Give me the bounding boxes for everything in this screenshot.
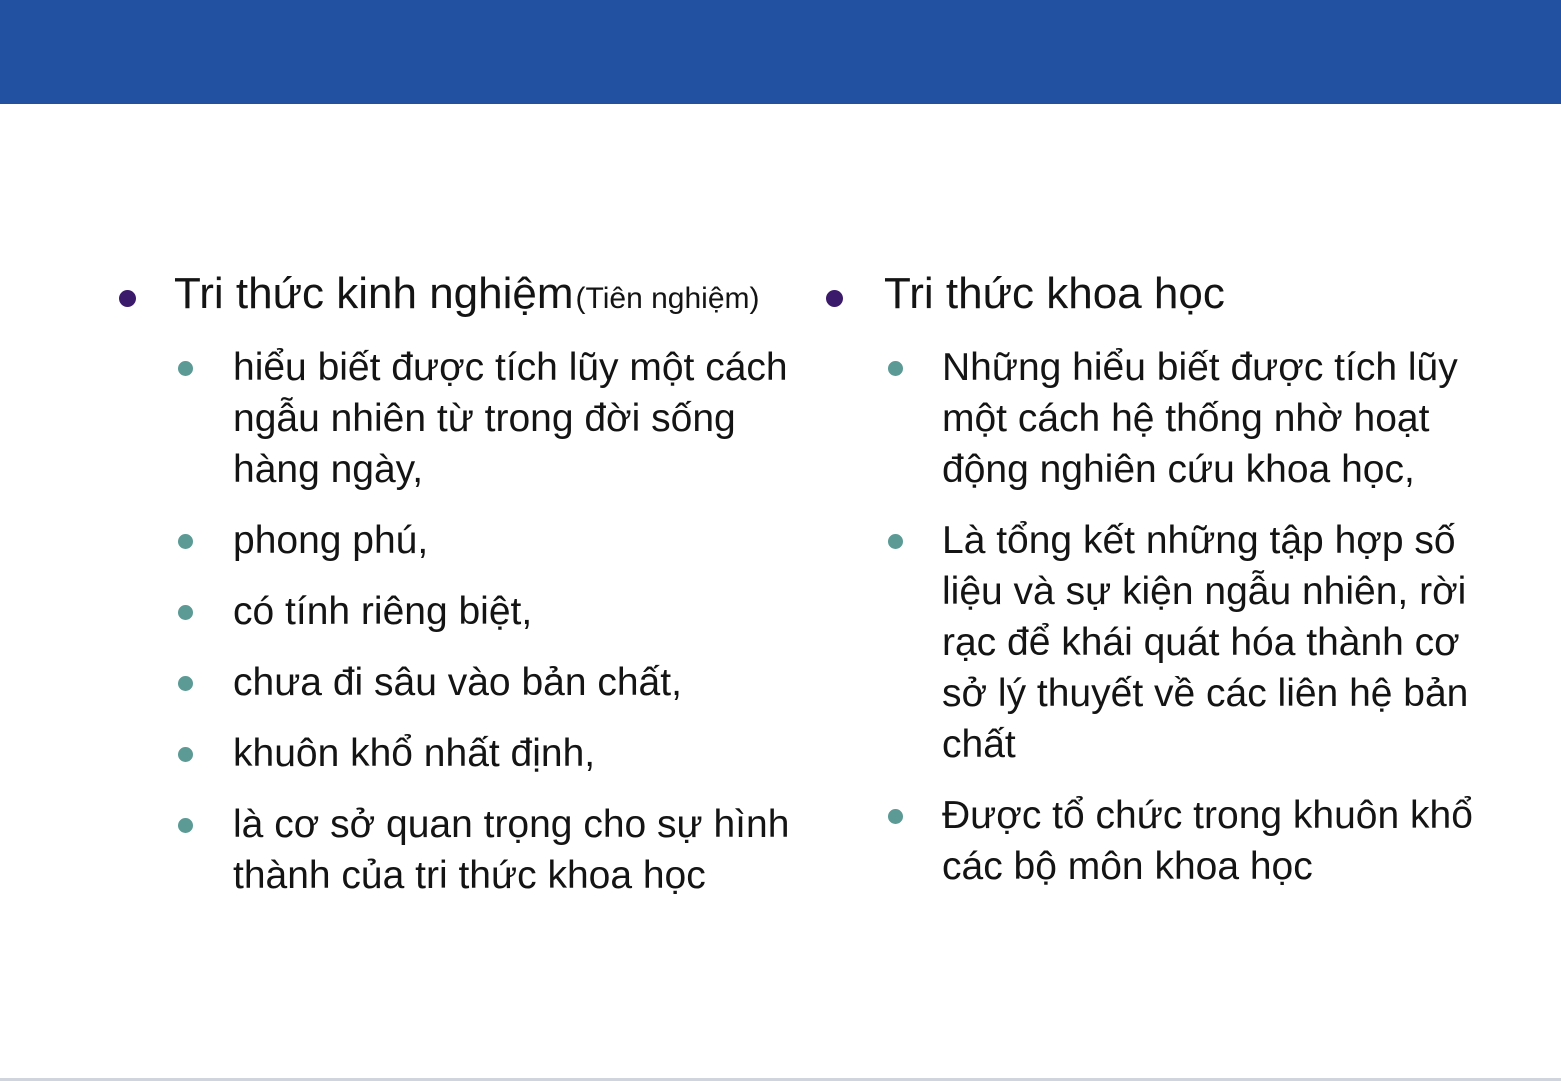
list-item-text: hiểu biết được tích lũy một cách ngẫu nhiên từ trong đời sống hàng ngày, xyxy=(233,346,788,491)
list-item-text: chưa đi sâu vào bản chất, xyxy=(233,661,682,704)
list-item xyxy=(113,799,833,901)
list-item-text: có tính riêng biệt, xyxy=(233,590,533,633)
bullet-icon xyxy=(178,534,193,549)
list-item xyxy=(113,586,833,637)
left-column xyxy=(113,268,833,897)
left-heading-label: Tri thức kinh nghiệm xyxy=(174,269,574,318)
slide-header-bar xyxy=(0,0,1561,104)
bullet-icon xyxy=(178,747,193,762)
right-column xyxy=(826,268,1526,888)
right-heading: Tri thức khoa học xyxy=(884,269,1225,318)
bullet-icon xyxy=(178,605,193,620)
heading-bullet-icon xyxy=(119,290,136,307)
bullet-icon xyxy=(888,534,903,549)
bullet-icon xyxy=(888,361,903,376)
list-item-text: Là tổng kết những tập hợp số liệu và sự kiện ngẫu nhiên, rời rạc để khái quát hóa thành cơ sở lý thuyết về các liên hệ bản chất xyxy=(942,519,1469,766)
list-item xyxy=(113,657,833,708)
list-item-text: khuôn khổ nhất định, xyxy=(233,732,596,775)
bullet-icon xyxy=(888,809,903,824)
list-item-text: là cơ sở quan trọng cho sự hình thành của tri thức khoa học xyxy=(233,803,790,897)
right-heading-row xyxy=(826,268,1526,324)
list-item xyxy=(113,728,833,779)
list-item-text: Được tổ chức trong khuôn khổ các bộ môn khoa học xyxy=(942,794,1473,888)
bullet-icon xyxy=(178,818,193,833)
bullet-icon xyxy=(178,361,193,376)
bullet-icon xyxy=(178,676,193,691)
heading-bullet-icon xyxy=(826,290,843,307)
list-item-text: phong phú, xyxy=(233,519,429,562)
list-item xyxy=(826,342,1526,495)
list-item xyxy=(826,515,1526,770)
list-item xyxy=(113,342,833,495)
left-heading xyxy=(174,268,760,325)
right-bullet-list xyxy=(826,342,1526,912)
left-heading-row xyxy=(113,268,833,324)
list-item-text: Những hiểu biết được tích lũy một cách hệ thống nhờ hoạt động nghiên cứu khoa học, xyxy=(942,346,1458,491)
list-item xyxy=(113,515,833,566)
list-item xyxy=(826,790,1526,892)
left-bullet-list xyxy=(113,342,833,921)
left-heading-note: (Tiên nghiệm) xyxy=(575,282,760,315)
